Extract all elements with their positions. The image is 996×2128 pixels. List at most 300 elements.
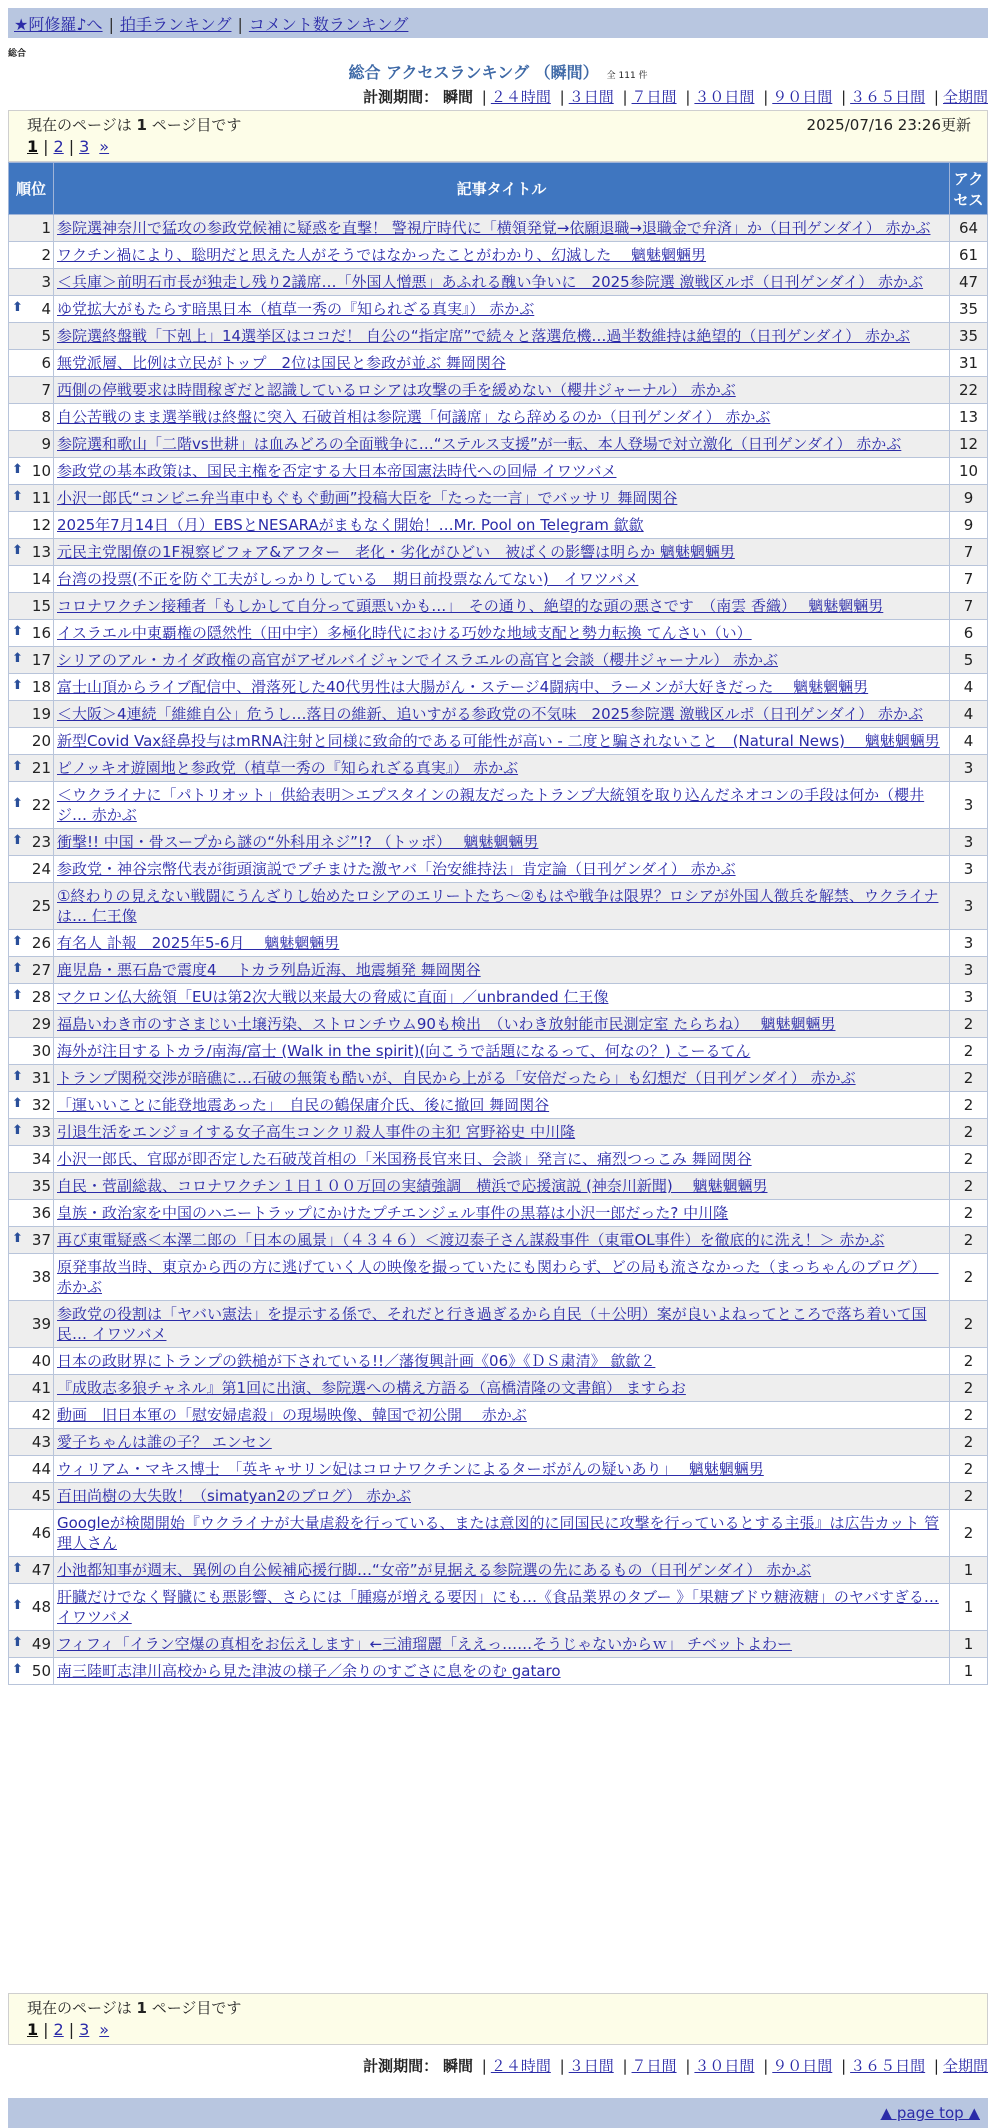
article-title-link[interactable]: 日本の政財界にトランプの鉄槌が下されている!!／藩復興計画《06》《ＤＳ粛清》 歙歙２ bbox=[57, 1352, 656, 1370]
rank-cell bbox=[9, 215, 54, 242]
header-rank: 順位 bbox=[9, 163, 54, 215]
rank-number: 19 bbox=[31, 705, 51, 723]
article-title-link[interactable]: 新型Covid Vax経鼻投与はmRNA注射と同様に致命的である可能性が高い - 二度と騙されないこと (Natural News) 魑魅魍魎男 bbox=[57, 732, 940, 750]
rank-cell bbox=[9, 829, 54, 856]
rank-number: 11 bbox=[31, 489, 51, 507]
title-cell bbox=[54, 1092, 950, 1119]
table-row bbox=[9, 1510, 988, 1557]
rank-up-arrow-icon: ⬆ bbox=[12, 678, 23, 693]
access-count: 2 bbox=[950, 1200, 988, 1227]
article-title-link[interactable]: ピノッキオ遊園地と参政党（植草一秀の『知られざる真実』） 赤かぶ bbox=[57, 759, 519, 777]
title-cell bbox=[54, 728, 950, 755]
period-link-7d[interactable]: ７日間 bbox=[631, 2057, 677, 2075]
article-title-link[interactable]: コロナワクチン接種者「もしかして自分って頭悪いかも…」 その通り、絶望的な頭の悪さです （南雲 香織） 魑魅魍魎男 bbox=[57, 597, 884, 615]
rank-number: 43 bbox=[31, 1433, 51, 1451]
rank-number: 15 bbox=[31, 597, 51, 615]
title-cell bbox=[54, 566, 950, 593]
access-count: 2 bbox=[950, 1146, 988, 1173]
article-title-link[interactable]: ①終わりの見えない戦闘にうんざりし始めたロシアのエリートたち～②もはや戦争は限界？ロシアが外国人徴兵を解禁、ウクライナは… 仁王像 bbox=[57, 887, 939, 925]
rank-cell bbox=[9, 242, 54, 269]
rank-cell bbox=[9, 512, 54, 539]
table-row bbox=[9, 620, 988, 647]
period-link-3d[interactable]: ３日間 bbox=[568, 88, 614, 106]
header-access: アクセス bbox=[950, 163, 988, 215]
rank-cell bbox=[9, 1227, 54, 1254]
page-top-link[interactable]: ▲ page top ▲ bbox=[880, 2104, 980, 2122]
rank-number: 32 bbox=[31, 1096, 51, 1114]
rank-cell bbox=[9, 957, 54, 984]
rank-cell bbox=[9, 1456, 54, 1483]
access-count: 1 bbox=[950, 1557, 988, 1584]
rank-number: 9 bbox=[41, 435, 51, 453]
table-row bbox=[9, 674, 988, 701]
article-title-link[interactable]: 百田尚樹の大失敗！（simatyan2のブログ） 赤かぶ bbox=[57, 1487, 412, 1505]
rank-number: 1 bbox=[41, 219, 51, 237]
rank-number: 22 bbox=[31, 796, 51, 814]
access-count: 35 bbox=[950, 323, 988, 350]
article-title-link[interactable]: 南三陸町志津川高校から見た津波の様子／余りのすごさに息をのむ gataro bbox=[57, 1662, 561, 1680]
period-link-7d[interactable]: ７日間 bbox=[631, 88, 677, 106]
rank-number: 24 bbox=[31, 860, 51, 878]
rank-number: 6 bbox=[41, 354, 51, 372]
rank-number: 25 bbox=[31, 897, 51, 915]
title-cell bbox=[54, 829, 950, 856]
rank-cell bbox=[9, 1038, 54, 1065]
rank-up-arrow-icon: ⬆ bbox=[12, 759, 23, 774]
table-row bbox=[9, 1375, 988, 1402]
table-row bbox=[9, 1092, 988, 1119]
access-count: 2 bbox=[950, 1011, 988, 1038]
table-row bbox=[9, 930, 988, 957]
title-cell bbox=[54, 512, 950, 539]
rank-cell bbox=[9, 1200, 54, 1227]
article-title-link[interactable]: 参政党の役割は「ヤバい憲法」を提示する係で、それだと行き過ぎるから自民（＋公明）案が良いよねってところで落ち着いて国民… イワツバメ bbox=[57, 1305, 927, 1343]
table-row bbox=[9, 1173, 988, 1200]
access-count: 12 bbox=[950, 431, 988, 458]
rank-up-arrow-icon: ⬆ bbox=[12, 833, 23, 848]
table-row bbox=[9, 1119, 988, 1146]
article-title-link[interactable]: 『成敗志多狼チャネル』第1回に出演、参院選への構え方語る（高橋清隆の文書館） ますらお bbox=[57, 1379, 686, 1397]
rank-cell bbox=[9, 1631, 54, 1658]
table-row bbox=[9, 215, 988, 242]
title-cell bbox=[54, 701, 950, 728]
period-link-90d[interactable]: ９０日間 bbox=[772, 2057, 833, 2075]
title-cell bbox=[54, 1065, 950, 1092]
title-cell bbox=[54, 782, 950, 829]
article-title-link[interactable]: 小沢一郎氏、官邸が即否定した石破茂首相の「米国務長官来日、会談」発言に、痛烈つっこみ 舞岡関谷 bbox=[57, 1150, 752, 1168]
title-cell bbox=[54, 647, 950, 674]
table-row bbox=[9, 1429, 988, 1456]
period-link-all[interactable]: 全期間 bbox=[942, 2057, 988, 2075]
rank-cell bbox=[9, 296, 54, 323]
pager-top: 1 | 2 | 3 » bbox=[27, 137, 110, 156]
rank-up-arrow-icon: ⬆ bbox=[12, 1561, 23, 1576]
rank-up-arrow-icon: ⬆ bbox=[12, 624, 23, 639]
access-count: 2 bbox=[950, 1038, 988, 1065]
rank-cell bbox=[9, 883, 54, 930]
table-row bbox=[9, 957, 988, 984]
table-row bbox=[9, 1146, 988, 1173]
period-link-30d[interactable]: ３０日間 bbox=[694, 2057, 755, 2075]
title-cell bbox=[54, 539, 950, 566]
access-count: 47 bbox=[950, 269, 988, 296]
access-count: 3 bbox=[950, 829, 988, 856]
table-row bbox=[9, 539, 988, 566]
title-cell bbox=[54, 404, 950, 431]
article-title-link[interactable]: ＜ウクライナに「パトリオット」供給表明＞エプスタインの親友だったトランプ大統領を取り込んだネオコンの手段は何か（櫻井ジ… 赤かぶ bbox=[57, 786, 925, 824]
period-link-90d[interactable]: ９０日間 bbox=[772, 88, 833, 106]
table-row bbox=[9, 458, 988, 485]
rank-cell bbox=[9, 1375, 54, 1402]
table-row bbox=[9, 1301, 988, 1348]
footer-bar bbox=[8, 2098, 988, 2128]
rank-cell bbox=[9, 566, 54, 593]
title-cell bbox=[54, 350, 950, 377]
rank-up-arrow-icon: ⬆ bbox=[12, 1598, 23, 1613]
article-title-link[interactable]: イスラエル中東覇権の隠然性（田中宇）多極化時代における巧妙な地域支配と勢力転換 てんさい（い） bbox=[57, 624, 752, 642]
table-row bbox=[9, 1011, 988, 1038]
table-row bbox=[9, 1065, 988, 1092]
article-title-link[interactable]: 無党派層、比例は立民がトップ 2位は国民と参政が並ぶ 舞岡関谷 bbox=[57, 354, 506, 372]
rank-up-arrow-icon: ⬆ bbox=[12, 1096, 23, 1111]
page-info-text: 現在のページは 1 ページ目です bbox=[27, 116, 242, 134]
access-count: 4 bbox=[950, 674, 988, 701]
table-row bbox=[9, 1483, 988, 1510]
article-title-link[interactable]: 自民・菅副総裁、コロナワクチン１日１００万回の実績強調 横浜で応援演説 (神奈川新聞) 魑魅魍魎男 bbox=[57, 1177, 768, 1195]
rank-number: 40 bbox=[31, 1352, 51, 1370]
article-title-link[interactable]: 西側の停戦要求は時間稼ぎだと認識しているロシアは攻撃の手を緩めない（櫻井ジャーナル） 赤かぶ bbox=[57, 381, 736, 399]
rank-cell bbox=[9, 1065, 54, 1092]
table-row bbox=[9, 566, 988, 593]
title-cell bbox=[54, 930, 950, 957]
title-cell bbox=[54, 458, 950, 485]
title-cell bbox=[54, 755, 950, 782]
rank-cell bbox=[9, 1301, 54, 1348]
rank-cell bbox=[9, 485, 54, 512]
pager-next-link[interactable]: » bbox=[99, 2020, 110, 2039]
rank-up-arrow-icon: ⬆ bbox=[12, 934, 23, 949]
table-row bbox=[9, 1254, 988, 1301]
table-header-row bbox=[9, 163, 988, 215]
article-title-link[interactable]: 台湾の投票(不正を防ぐ工夫がしっかりしている 期日前投票なんてない) イワツバメ bbox=[57, 570, 639, 588]
access-count: 1 bbox=[950, 1584, 988, 1631]
rank-number: 3 bbox=[41, 273, 51, 291]
article-title-link[interactable]: 参院選和歌山「二階vs世耕」は血みどろの全面戦争に…“ステルス支援”が一転、本人登場で対立激化（日刊ゲンダイ） 赤かぶ bbox=[57, 435, 902, 453]
access-count: 7 bbox=[950, 566, 988, 593]
access-count: 3 bbox=[950, 883, 988, 930]
article-title-link[interactable]: 有名人 訃報 2025年5-6月 魑魅魍魎男 bbox=[57, 934, 340, 952]
title-cell bbox=[54, 1584, 950, 1631]
rank-up-arrow-icon: ⬆ bbox=[12, 1635, 23, 1650]
article-title-link[interactable]: 自公苦戦のまま選挙戦は終盤に突入 石破首相は参院選「何議席」なら辞めるのか（日刊ゲンダイ） 赤かぶ bbox=[57, 408, 771, 426]
article-title-link[interactable]: 参院選終盤戦「下剋上」14選挙区はココだ！ 自公の“指定席”で続々と落選危機…過半数維持は絶望的（日刊ゲンダイ） 赤かぶ bbox=[57, 327, 910, 345]
title-cell bbox=[54, 1375, 950, 1402]
access-count: 2 bbox=[950, 1402, 988, 1429]
rank-number: 50 bbox=[31, 1662, 51, 1680]
article-title-link[interactable]: 小池都知事が週末、異例の自公候補応援行脚…“女帝”が見据える参院選の先にあるもの（日刊ゲンダイ） 赤かぶ bbox=[57, 1561, 812, 1579]
table-row bbox=[9, 1038, 988, 1065]
table-row bbox=[9, 323, 988, 350]
rank-cell bbox=[9, 984, 54, 1011]
rank-number: 30 bbox=[31, 1042, 51, 1060]
article-title-link[interactable]: フィフィ「イラン空爆の真相をお伝えします」←三浦瑠麗「ええっ……そうじゃないからｗ」 チベットよわー bbox=[57, 1635, 792, 1653]
table-row bbox=[9, 1348, 988, 1375]
article-title-link[interactable]: Googleが検閲開始『ウクライナが大量虐殺を行っている、または意図的に同国民に攻撃を行っているとする主張』は広告カット 管理人さん bbox=[57, 1514, 940, 1552]
page-info-box-top bbox=[8, 110, 988, 162]
rank-number: 8 bbox=[41, 408, 51, 426]
top-nav-bar bbox=[8, 8, 988, 38]
rank-up-arrow-icon: ⬆ bbox=[12, 1662, 23, 1677]
rank-cell bbox=[9, 269, 54, 296]
title-cell bbox=[54, 377, 950, 404]
access-count: 64 bbox=[950, 215, 988, 242]
title-cell bbox=[54, 883, 950, 930]
period-link-24h[interactable]: ２４時間 bbox=[490, 2057, 551, 2075]
pager-link-page-3[interactable]: 3 bbox=[79, 137, 90, 156]
rank-cell bbox=[9, 701, 54, 728]
nav-link-clap-ranking[interactable]: 拍手ランキング bbox=[119, 15, 232, 34]
rank-cell bbox=[9, 1510, 54, 1557]
table-row bbox=[9, 350, 988, 377]
table-row bbox=[9, 984, 988, 1011]
rank-number: 4 bbox=[41, 300, 51, 318]
rank-up-arrow-icon: ⬆ bbox=[12, 651, 23, 666]
title-cell bbox=[54, 1038, 950, 1065]
rank-up-arrow-icon: ⬆ bbox=[12, 1069, 23, 1084]
rank-number: 48 bbox=[31, 1598, 51, 1616]
title-cell bbox=[54, 1402, 950, 1429]
article-title-link[interactable]: ＜兵庫＞前明石市長が独走し残り2議席…「外国人憎悪」あふれる醜い争いに 2025参院選 激戦区ルポ（日刊ゲンダイ） 赤かぶ bbox=[57, 273, 924, 291]
rank-cell bbox=[9, 539, 54, 566]
rank-number: 33 bbox=[31, 1123, 51, 1141]
access-count: 7 bbox=[950, 539, 988, 566]
article-title-link[interactable]: 2025年7月14日（月）EBSとNESARAがまもなく開始！…Mr. Pool on Telegram 歙歙 bbox=[57, 516, 644, 534]
total-count: 全 111 件 bbox=[606, 71, 648, 81]
rank-cell bbox=[9, 593, 54, 620]
rank-number: 31 bbox=[31, 1069, 51, 1087]
access-count: 3 bbox=[950, 856, 988, 883]
rank-number: 29 bbox=[31, 1015, 51, 1033]
article-title-link[interactable]: シリアのアル・カイダ政権の高官がアゼルバイジャンでイスラエルの高官と会談（櫻井ジャーナル） 赤かぶ bbox=[57, 651, 779, 669]
article-title-link[interactable]: 富士山頂からライブ配信中、滑落死した40代男性は大腸がん・ステージ4闘病中、ラーメンが大好きだった 魑魅魍魎男 bbox=[57, 678, 869, 696]
period-link-365d[interactable]: ３６５日間 bbox=[850, 88, 926, 106]
article-title-link[interactable]: 原発事故当時、東京から西の方に逃げていく人の映像を撮っていたにも関わらず、どの局も流さなかった（まっちゃんのブログ） 赤かぶ bbox=[57, 1258, 939, 1296]
access-count: 4 bbox=[950, 701, 988, 728]
article-title-link[interactable]: 小沢一郎氏“コンビニ弁当車中もぐもぐ動画”投稿大臣を「たった一言」でバッサリ 舞岡関谷 bbox=[57, 489, 678, 507]
access-count: 2 bbox=[950, 1510, 988, 1557]
article-title-link[interactable]: 引退生活をエンジョイする女子高生コンクリ殺人事件の主犯 宮野裕史 中川隆 bbox=[57, 1123, 576, 1141]
rank-number: 23 bbox=[31, 833, 51, 851]
page-info-text-bottom: 現在のページは 1 ページ目です bbox=[27, 1999, 242, 2017]
title-cell bbox=[54, 593, 950, 620]
title-cell bbox=[54, 856, 950, 883]
title-cell bbox=[54, 1301, 950, 1348]
pager-next-link[interactable]: » bbox=[99, 137, 110, 156]
title-cell bbox=[54, 1173, 950, 1200]
access-count: 1 bbox=[950, 1658, 988, 1685]
rank-cell bbox=[9, 323, 54, 350]
table-row bbox=[9, 431, 988, 458]
rank-number: 49 bbox=[31, 1635, 51, 1653]
rank-up-arrow-icon: ⬆ bbox=[12, 462, 23, 477]
nav-separator: | bbox=[108, 15, 114, 34]
access-count: 7 bbox=[950, 593, 988, 620]
access-count: 10 bbox=[950, 458, 988, 485]
rank-cell bbox=[9, 755, 54, 782]
rank-cell bbox=[9, 458, 54, 485]
access-count: 2 bbox=[950, 1348, 988, 1375]
title-cell bbox=[54, 269, 950, 296]
article-title-link[interactable]: マクロン仏大統領「EUは第2次大戦以来最大の脅威に直面」／unbranded 仁王像 bbox=[57, 988, 609, 1006]
table-row bbox=[9, 1557, 988, 1584]
rank-cell bbox=[9, 782, 54, 829]
period-link-365d[interactable]: ３６５日間 bbox=[850, 2057, 926, 2075]
table-row bbox=[9, 1456, 988, 1483]
title-cell bbox=[54, 1119, 950, 1146]
rank-number: 26 bbox=[31, 934, 51, 952]
rank-cell bbox=[9, 350, 54, 377]
title-cell bbox=[54, 1348, 950, 1375]
header-title: 記事タイトル bbox=[54, 163, 950, 215]
title-cell bbox=[54, 215, 950, 242]
access-count: 6 bbox=[950, 620, 988, 647]
category-label: 総合 bbox=[8, 49, 27, 59]
title-cell bbox=[54, 1254, 950, 1301]
rank-up-arrow-icon: ⬆ bbox=[12, 1231, 23, 1246]
table-row bbox=[9, 377, 988, 404]
article-title-link[interactable]: 愛子ちゃんは誰の子？ エンセン bbox=[57, 1433, 272, 1451]
table-row bbox=[9, 1631, 988, 1658]
rank-number: 14 bbox=[31, 570, 51, 588]
access-count: 3 bbox=[950, 755, 988, 782]
table-row bbox=[9, 1584, 988, 1631]
pager-current-page: 1 bbox=[27, 137, 39, 156]
article-title-link[interactable]: 再び東電疑惑＜本澤二郎の「日本の風景」（４３４６）＜渡辺泰子さん謀殺事件（東電OL事件）を徹底的に洗え！＞ 赤かぶ bbox=[57, 1231, 885, 1249]
access-count: 2 bbox=[950, 1301, 988, 1348]
table-row bbox=[9, 1402, 988, 1429]
access-count: 61 bbox=[950, 242, 988, 269]
rank-up-arrow-icon: ⬆ bbox=[12, 1123, 23, 1138]
table-row bbox=[9, 1227, 988, 1254]
rank-cell bbox=[9, 1584, 54, 1631]
period-selector-top: 計測期間： 瞬間 | ２４時間 | ３日間 | ７日間 | ３０日間 | ９０日間 | ３６５日間 | 全期間 bbox=[363, 88, 988, 106]
access-count: 3 bbox=[950, 957, 988, 984]
rank-number: 44 bbox=[31, 1460, 51, 1478]
title-cell bbox=[54, 1200, 950, 1227]
table-row bbox=[9, 1200, 988, 1227]
title-cell bbox=[54, 1557, 950, 1584]
period-current: 瞬間 bbox=[442, 2057, 473, 2075]
table-row bbox=[9, 485, 988, 512]
article-title-link[interactable]: 参院選神奈川で猛攻の参政党候補に疑惑を直撃！ 警視庁時代に「横領発覚→依願退職→退職金で弁済」か（日刊ゲンダイ） 赤かぶ bbox=[57, 219, 931, 237]
pager-link-page-2[interactable]: 2 bbox=[53, 137, 64, 156]
article-title-link[interactable]: 「運いいことに能登地震あった」 自民の鶴保庸介氏、後に撤回 舞岡関谷 bbox=[57, 1096, 550, 1114]
rank-number: 27 bbox=[31, 961, 51, 979]
title-cell bbox=[54, 674, 950, 701]
page-title: 総合 アクセスランキング （瞬間） bbox=[348, 63, 599, 82]
rank-number: 34 bbox=[31, 1150, 51, 1168]
pager-link-page-3[interactable]: 3 bbox=[79, 2020, 90, 2039]
rank-up-arrow-icon: ⬆ bbox=[12, 300, 23, 315]
article-title-link[interactable]: ウィリアム・マキス博士 「英キャサリン妃はコロナワクチンによるターボがんの疑いあり」 魑魅魍魎男 bbox=[57, 1460, 764, 1478]
title-cell bbox=[54, 1456, 950, 1483]
article-title-link[interactable]: 肝臓だけでなく腎臓にも悪影響、さらには「腫瘍が増える要因」にも…《食品業界のタブー 》「果糖ブドウ糖液糖」のヤバすぎる… イワツバメ bbox=[57, 1588, 939, 1626]
rank-cell bbox=[9, 377, 54, 404]
rank-cell bbox=[9, 1557, 54, 1584]
rank-up-arrow-icon: ⬆ bbox=[12, 988, 23, 1003]
article-title-link[interactable]: 参政党・神谷宗幣代表が街頭演説でブチまけた激ヤバ「治安維持法」肯定論（日刊ゲンダイ） 赤かぶ bbox=[57, 860, 736, 878]
access-count: 3 bbox=[950, 782, 988, 829]
rank-number: 5 bbox=[41, 327, 51, 345]
table-row bbox=[9, 647, 988, 674]
pager-link-page-2[interactable]: 2 bbox=[53, 2020, 64, 2039]
table-row bbox=[9, 782, 988, 829]
access-count: 31 bbox=[950, 350, 988, 377]
access-count: 2 bbox=[950, 1065, 988, 1092]
rank-number: 39 bbox=[31, 1315, 51, 1333]
rank-up-arrow-icon: ⬆ bbox=[12, 489, 23, 504]
rank-cell bbox=[9, 1658, 54, 1685]
table-row bbox=[9, 728, 988, 755]
title-cell bbox=[54, 1227, 950, 1254]
rank-up-arrow-icon: ⬆ bbox=[12, 796, 23, 811]
nav-link-comment-ranking[interactable]: コメント数ランキング bbox=[248, 15, 409, 34]
rank-number: 28 bbox=[31, 988, 51, 1006]
page-heading bbox=[0, 60, 996, 83]
access-count: 4 bbox=[950, 728, 988, 755]
table-row bbox=[9, 512, 988, 539]
rank-number: 2 bbox=[41, 246, 51, 264]
period-link-3d[interactable]: ３日間 bbox=[568, 2057, 614, 2075]
article-title-link[interactable]: 参政党の基本政策は、国民主権を否定する大日本帝国憲法時代への回帰 イワツバメ bbox=[57, 462, 617, 480]
ranking-table-body bbox=[9, 215, 988, 1685]
rank-number: 42 bbox=[31, 1406, 51, 1424]
article-title-link[interactable]: 衝撃!! 中国・骨スープから謎の“外科用ネジ”!? （トッポ） 魑魅魍魎男 bbox=[57, 833, 539, 851]
article-title-link[interactable]: 福島いわき市のすさまじい土壌汚染、ストロンチウム90も検出 （いわき放射能市民測定室 たらちね） 魑魅魍魎男 bbox=[57, 1015, 836, 1033]
article-title-link[interactable]: 鹿児島・悪石島で震度4 トカラ列島近海、地震頻発 舞岡関谷 bbox=[57, 961, 481, 979]
rank-cell bbox=[9, 1483, 54, 1510]
rank-number: 37 bbox=[31, 1231, 51, 1249]
article-title-link[interactable]: ゆ党拡大がもたらす暗黒日本（植草一秀の『知られざる真実』） 赤かぶ bbox=[57, 300, 535, 318]
title-cell bbox=[54, 984, 950, 1011]
access-count: 1 bbox=[950, 1631, 988, 1658]
period-link-30d[interactable]: ３０日間 bbox=[694, 88, 755, 106]
title-cell bbox=[54, 242, 950, 269]
rank-number: 21 bbox=[31, 759, 51, 777]
article-title-link[interactable]: ＜大阪＞4連続「維維自公」危うし…落日の維新、追いすがる参政党の不気味 2025参院選 激戦区ルポ（日刊ゲンダイ） 赤かぶ bbox=[57, 705, 924, 723]
article-title-link[interactable]: 元民主党閣僚の1F視察ビフォア&アフター 老化・劣化がひどい 被ばくの影響は明らか 魑魅魍魎男 bbox=[57, 543, 735, 561]
period-link-24h[interactable]: ２４時間 bbox=[490, 88, 551, 106]
article-title-link[interactable]: 皇族・政治家を中国のハニートラップにかけたプチエンジェル事件の黒幕は小沢一郎だった? 中川隆 bbox=[57, 1204, 729, 1222]
access-count: 2 bbox=[950, 1173, 988, 1200]
period-link-all[interactable]: 全期間 bbox=[942, 88, 988, 106]
nav-link-asyura[interactable]: ★阿修羅♪へ bbox=[14, 15, 103, 34]
article-title-link[interactable]: 動画 旧日本軍の「慰安婦虐殺」の現場映像、韓国で初公開 赤かぶ bbox=[57, 1406, 527, 1424]
article-title-link[interactable]: トランプ関税交渉が暗礁に…石破の無策も酷いが、自民から上がる「安倍だったら」も幻想だ（日刊ゲンダイ） 赤かぶ bbox=[57, 1069, 856, 1087]
rank-number: 36 bbox=[31, 1204, 51, 1222]
access-count: 9 bbox=[950, 485, 988, 512]
period-label: 計測期間： bbox=[363, 88, 439, 106]
title-cell bbox=[54, 1146, 950, 1173]
table-row bbox=[9, 1658, 988, 1685]
rank-cell bbox=[9, 1011, 54, 1038]
rank-cell bbox=[9, 674, 54, 701]
access-count: 2 bbox=[950, 1092, 988, 1119]
article-title-link[interactable]: 海外が注目するトカラ/南海/富士 (Walk in the spirit)(向こうで話題になるって、何なの？) こーるてん bbox=[57, 1042, 751, 1060]
rank-number: 13 bbox=[31, 543, 51, 561]
rank-cell bbox=[9, 1429, 54, 1456]
article-title-link[interactable]: ワクチン禍により、聡明だと思えた人がそうではなかったことがわかり、幻滅した 魑魅魍魎男 bbox=[57, 246, 707, 264]
